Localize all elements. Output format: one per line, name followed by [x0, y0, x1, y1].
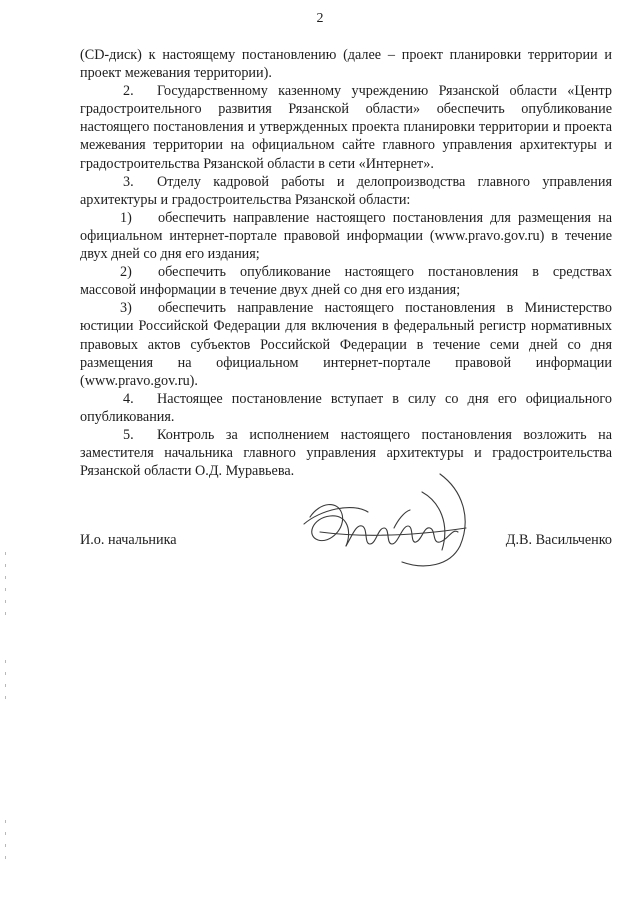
subparagraph-number: 3) — [120, 300, 132, 317]
paragraph-number: 4. — [123, 390, 134, 407]
signatory-name: Д.В. Васильченко — [505, 532, 612, 548]
paragraph-number: 5. — [123, 426, 134, 443]
paragraph-3 — [80, 173, 612, 209]
paragraph-text: обеспечить опубликование настоящего постановления в средствах массовой информации в течение двух дней со дня его издания; — [80, 264, 612, 299]
handwritten-signature — [290, 462, 480, 577]
paragraph-text: обеспечить направление настоящего постановления для размещения на официальном интернет-портале правовой информации (www.pravo.gov.ru) в течение двух дней со дня его издания; — [80, 209, 612, 263]
paragraph-1-continuation — [80, 46, 612, 82]
paragraph-text: Контроль за исполнением настоящего постановления возложить на заместителя начальника главного управления архитектуры и градостроительства Рязанской области О.Д. Муравьева. — [80, 426, 612, 480]
paragraph-4 — [80, 390, 612, 426]
paragraph-2 — [80, 82, 612, 172]
paragraph-text: Отделу кадровой работы и делопроизводства главного управления архитектуры и градостроительства Рязанской области: — [80, 173, 612, 208]
page-number: 2 — [316, 11, 324, 26]
paragraph-number: 3. — [123, 173, 134, 190]
subparagraph-1 — [80, 209, 612, 263]
signatory-position: И.о. начальника — [80, 532, 177, 548]
subparagraph-3 — [80, 299, 612, 389]
paragraph-text: Государственному казенному учреждению Рязанской области «Центр градостроительного развития Рязанской области» обеспечить опубликование настоящего постановления и утвержденных проекта планировки территории и проекта межевания территории на официальном сайте главного управления архитектуры и градостроительства Рязанской области в сети «Интернет». — [80, 83, 612, 172]
document-body — [80, 46, 612, 480]
subparagraph-number: 1) — [120, 209, 132, 226]
paragraph-text: (CD-диск) к настоящему постановлению (далее – проект планировки территории и проект межевания территории). — [80, 47, 612, 82]
paragraph-text: обеспечить направление настоящего постановления в Министерство юстиции Российской Федерации для включения в федеральный регистр нормативных правовых актов субъектов Российской Федерации в течение семи дней со дня размещения на официальном интернет-портале правовой информации (www.pravo.gov.ru). — [80, 300, 612, 389]
subparagraph-number: 2) — [120, 264, 132, 281]
subparagraph-2 — [80, 263, 612, 299]
paragraph-number: 2. — [123, 83, 134, 100]
scan-margin-marks — [2, 0, 10, 905]
paragraph-text: Настоящее постановление вступает в силу со дня его официального опубликования. — [80, 390, 612, 425]
